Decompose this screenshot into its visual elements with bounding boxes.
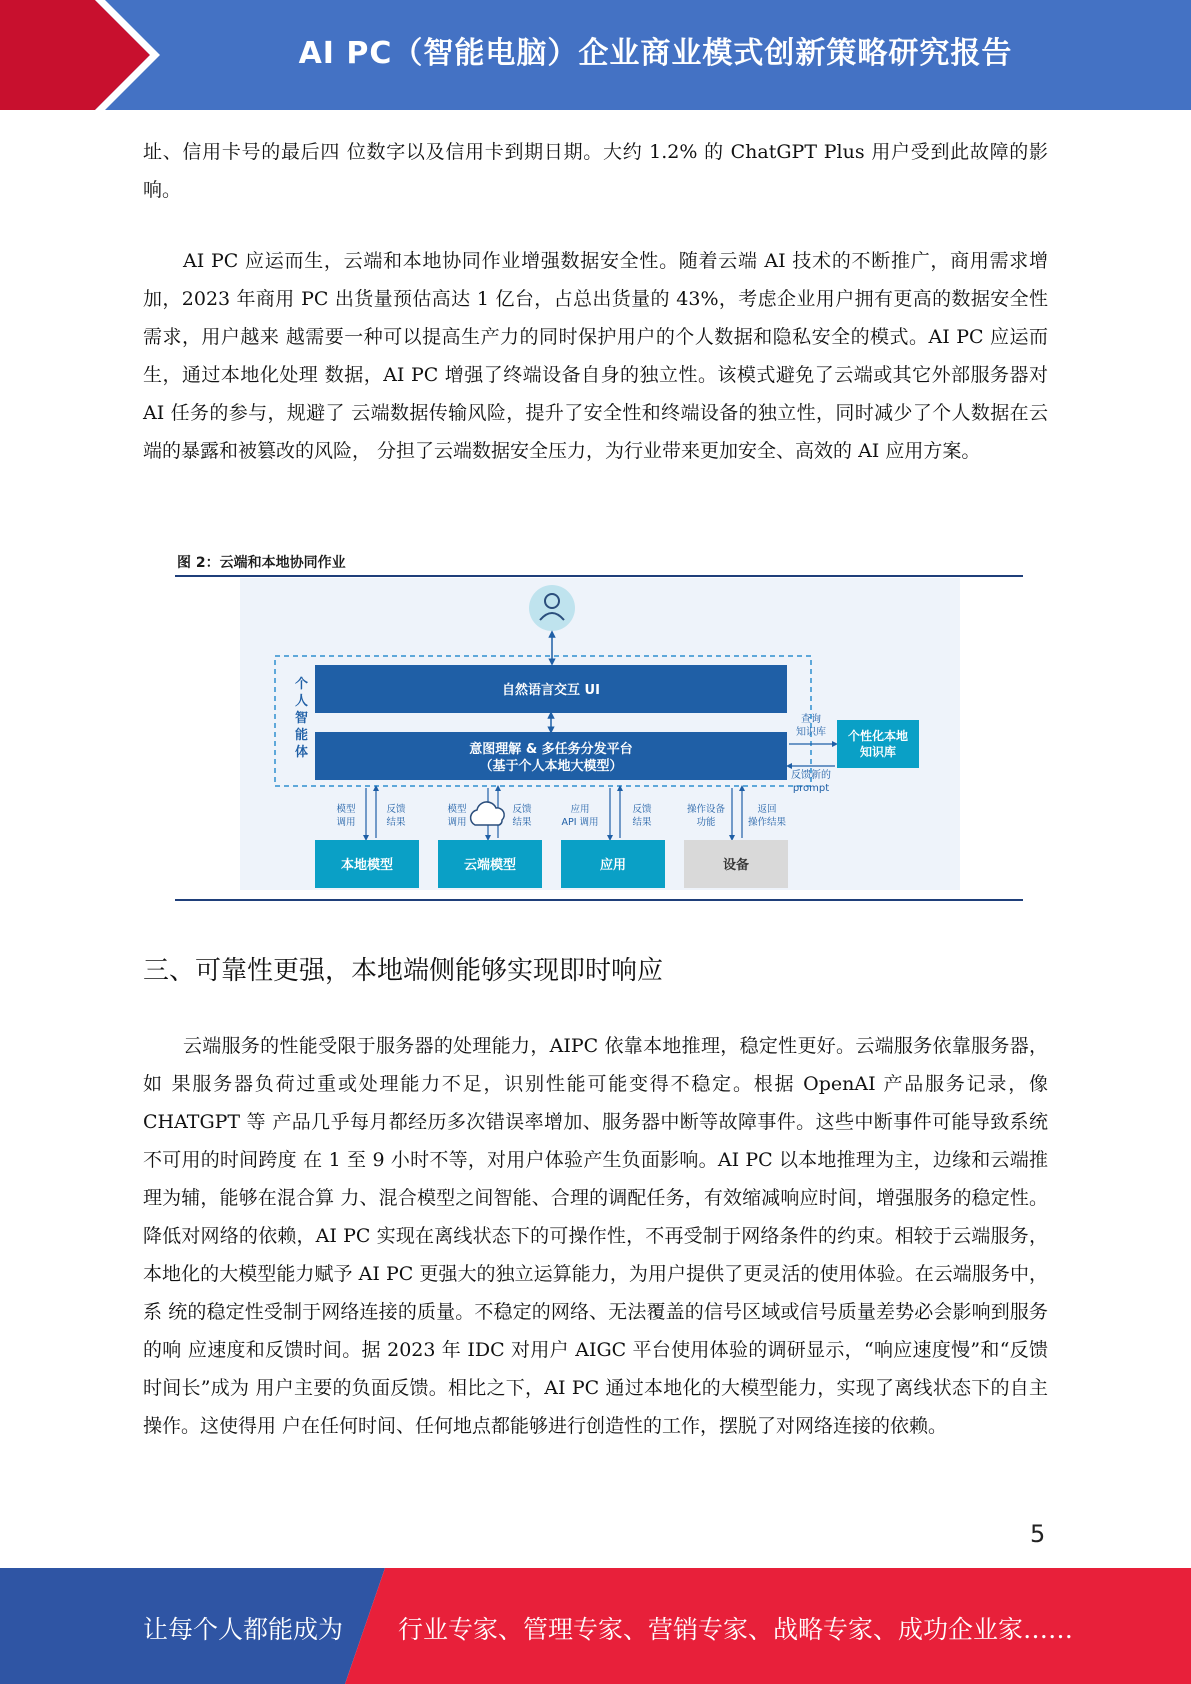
device-op-2: 功能	[696, 817, 716, 828]
query-kb-1: 查询	[801, 714, 821, 725]
feedback-prompt-1: 反馈新的	[791, 770, 831, 781]
user-icon	[529, 585, 575, 631]
cloud-model-call-2: 调用	[447, 817, 467, 828]
local-model-label: 本地模型	[340, 858, 394, 873]
local-kb-label-2: 知识库	[859, 745, 897, 759]
ui-box-label: 自然语言交互 UI	[502, 683, 600, 698]
device-label: 设备	[722, 858, 750, 873]
figure-cloud-local-collaboration	[175, 548, 1023, 902]
paragraph-continued: 址、信用卡号的最后四 位数字以及信用卡到期日期。大约 1.2% 的 ChatGPT Plus 用户受到此故障的影响。	[143, 141, 1048, 201]
device-op-1: 操作设备	[686, 804, 726, 815]
cloud-feedback-2: 结果	[512, 817, 532, 828]
app-api-2: API 调用	[561, 817, 599, 828]
return-op-2: 操作结果	[747, 817, 787, 828]
section-heading: 三、可靠性更强，本地端侧能够实现即时响应	[143, 956, 664, 986]
footer-slogan-right: 行业专家、管理专家、营销专家、战略专家、成功企业家……	[398, 1615, 1074, 1644]
local-model-call-1: 模型	[336, 804, 356, 815]
query-kb-2: 知识库	[796, 727, 826, 738]
platform-label-1: 意图理解 & 多任务分发平台	[469, 742, 633, 757]
cloud-model-label: 云端模型	[463, 858, 517, 873]
page-footer	[0, 1568, 1191, 1684]
app-api-1: 应用	[570, 804, 590, 815]
local-feedback-1: 反馈	[386, 804, 406, 815]
local-kb-label-1: 个性化本地	[847, 729, 909, 743]
app-feedback-1: 反馈	[632, 804, 652, 815]
platform-label-2: （基于个人本地大模型）	[479, 759, 623, 774]
cloud-feedback-1: 反馈	[512, 804, 532, 815]
local-kb-box	[837, 720, 919, 768]
page-header	[0, 0, 1191, 110]
local-model-call-2: 调用	[336, 817, 356, 828]
return-op-1: 返回	[757, 804, 777, 815]
feedback-prompt-2: prompt	[792, 783, 830, 794]
cloud-model-call-1: 模型	[447, 804, 467, 815]
page-number: 5	[1030, 1520, 1046, 1548]
figure-caption: 图 2：云端和本地协同作业	[177, 555, 346, 571]
app-label: 应用	[599, 858, 627, 873]
local-feedback-2: 结果	[386, 817, 406, 828]
report-title: AI PC（智能电脑）企业商业模式创新策略研究报告	[298, 36, 1013, 71]
paragraph-data-security: AI PC 应运而生，云端和本地协同作业增强数据安全性。随着云端 AI 技术的不断推广，商用需求增加，2023 年商用 PC 出货量预估高达 1 亿台，占总出货量的 43%，考虑企业用户拥有更高的数据安全性需求，用户越来 越需要一种可以提高生产力的同时保护用户的个人数据和隐私安全的模式。AI PC 应运而生，通过本地化处理 数据，AI PC 增强了终端设备自身的独立性。该模式避免了云端或其它外部服务器对 AI 任务的参与，规避了 云端数据传输风险，提升了安全性和终端设备的独立性，同时减少了个人数据在云端的暴露和被篡改的风险， 分担了云端数据安全压力，为行业带来更加安全、高效的 AI 应用方案。	[143, 250, 1048, 462]
app-feedback-2: 结果	[632, 817, 652, 828]
footer-slogan-left: 让每个人都能成为	[143, 1615, 344, 1644]
agent-label: 个人智能体	[295, 677, 309, 760]
paragraph-reliability: 云端服务的性能受限于服务器的处理能力，AIPC 依靠本地推理，稳定性更好。云端服务依靠服务器，如 果服务器负荷过重或处理能力不足，识别性能可能变得不稳定。根据 OpenAI 产品服务记录，像 CHATGPT 等 产品几乎每月都经历多次错误率增加、服务器中断等故障事件。这些中断事件可能导致系统不可用的时间跨度 在 1 至 9 小时不等，对用户体验产生负面影响。AI PC 以本地推理为主，边缘和云端推理为辅，能够在混合算 力、混合模型之间智能、合理的调配任务，有效缩减响应时间，增强服务的稳定性。 降低对网络的依赖，AI PC 实现在离线状态下的可操作性，不再受制于网络条件的约束。相较于云端服务， 本地化的大模型能力赋予 AI PC 更强大的独立运算能力，为用户提供了更灵活的使用体验。在云端服务中，系 统的稳定性受制于网络连接的质量。不稳定的网络、无法覆盖的信号区域或信号质量差势必会影响到服务的响 应速度和反馈时间。据 2023 年 IDC 对用户 AIGC 平台使用体验的调研显示，“响应速度慢”和“反馈时间长”成为 用户主要的负面反馈。相比之下，AI PC 通过本地化的大模型能力，实现了离线状态下的自主操作。这使得用 户在任何时间、任何地点都能够进行创造性的工作，摆脱了对网络连接的依赖。	[143, 1035, 1048, 1437]
